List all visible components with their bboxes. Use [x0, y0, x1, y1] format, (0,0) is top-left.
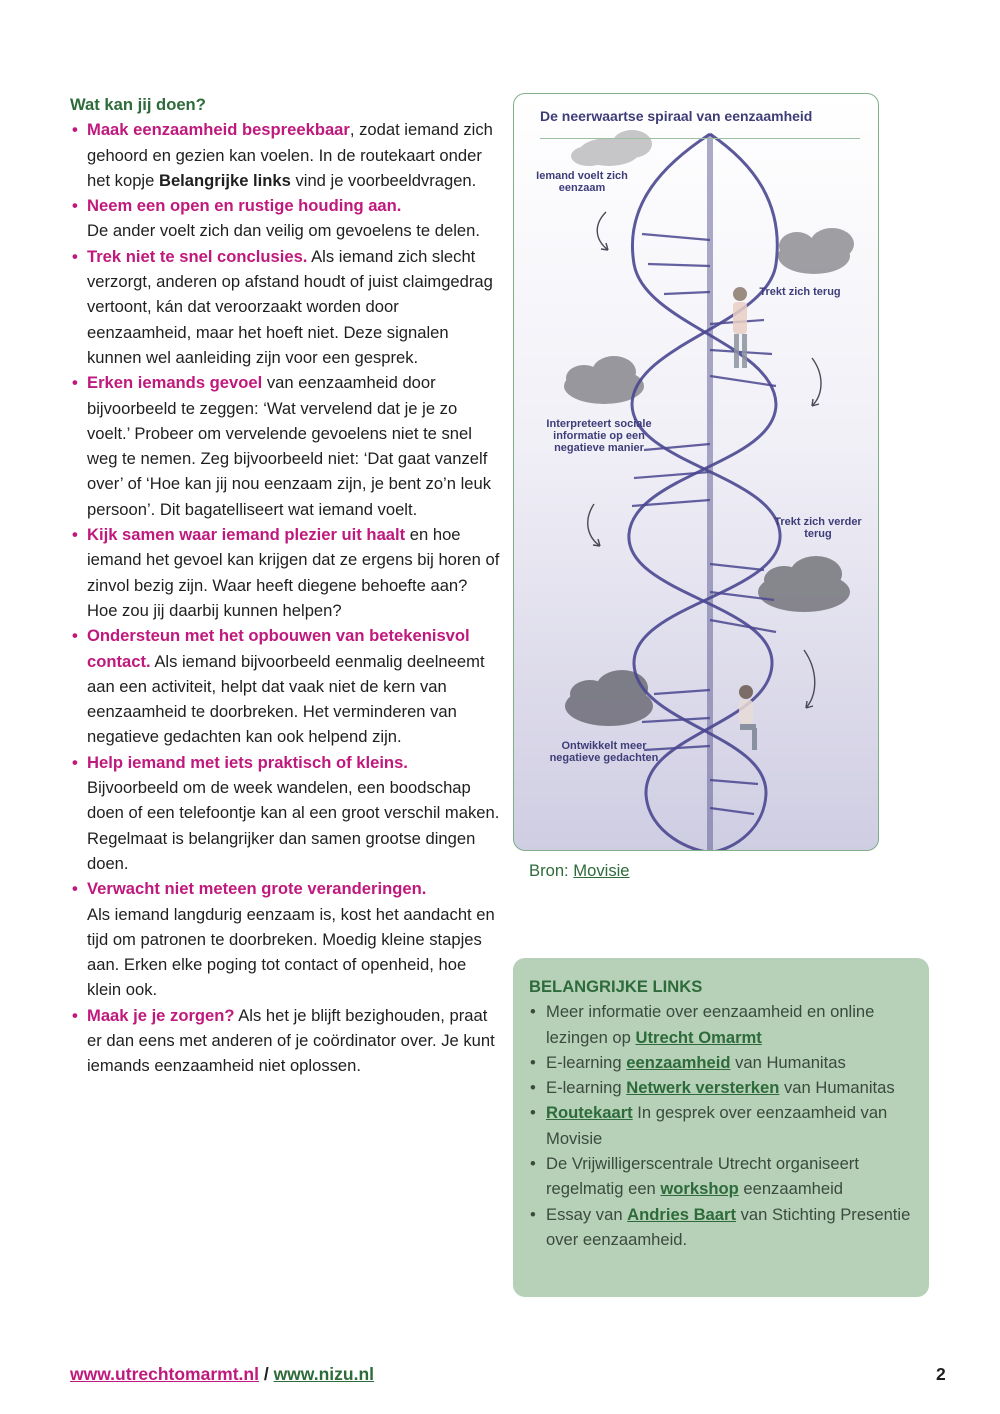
tip-title: Maak je je zorgen?	[87, 1005, 235, 1025]
figure-label: Ontwikkelt meer negatieve gedachten	[549, 740, 659, 764]
link-text: eenzaamheid	[738, 1179, 844, 1199]
link-andries-baart[interactable]: Andries Baart	[627, 1204, 736, 1224]
link-eenzaamheid[interactable]: eenzaamheid	[626, 1052, 731, 1072]
person-icon	[739, 685, 757, 750]
link-text: van Humanitas	[779, 1078, 895, 1098]
tip-title: Neem een open en rustige houding aan.	[87, 196, 402, 216]
tip-title: Kijk samen waar iemand plezier uit haalt	[87, 525, 406, 545]
cloud-icon	[778, 228, 854, 274]
tip-text: , zodat iemand zich gehoord en gezien kan voelen. In de routekaart onder het kopje	[87, 120, 493, 190]
link-text: De Vrijwilligerscentrale Utrecht organiseert regelmatig een	[546, 1154, 859, 1199]
link-item	[529, 1151, 913, 1202]
link-item	[529, 999, 913, 1050]
tip-text: De ander voelt zich dan veilig om gevoelens te delen.	[87, 221, 480, 241]
cloud-icon	[565, 670, 653, 726]
figure-label: Trekt zich terug	[759, 286, 841, 298]
link-text: van Stichting Presentie over eenzaamheid.	[546, 1204, 911, 1249]
link-text: E-learning	[546, 1052, 627, 1072]
link-text: Essay van	[546, 1204, 628, 1224]
footer-link-nizu[interactable]: www.nizu.nl	[273, 1364, 375, 1384]
link-item	[529, 1100, 913, 1151]
tip-text: en hoe iemand het gevoel kan krijgen dat ze ergens bij horen of zinvol bezig zijn. Waar heeft diegene behoefte aan? Hoe zou jij daarbij kunnen helpen?	[87, 525, 500, 620]
tip-title: Trek niet te snel conclusies.	[87, 246, 308, 266]
cloud-icon	[571, 130, 652, 166]
tip-item	[70, 244, 500, 370]
link-netwerk-versterken[interactable]: Netwerk versterken	[626, 1078, 780, 1098]
tip-text: Bijvoorbeeld om de week wandelen, een boodschap doen of een telefoontje kan al een groot verschil maken. Regelmaat is belangrijker dan samen grootse dingen doen.	[87, 778, 500, 873]
tip-item	[70, 370, 500, 522]
spiral-staircase-graphic	[514, 94, 879, 851]
links-list	[529, 999, 913, 1252]
figure-source	[529, 861, 630, 881]
important-links-box	[513, 958, 929, 1297]
cloud-icon	[758, 556, 850, 612]
figure-label: Trekt zich verder terug	[774, 516, 862, 540]
tip-title: Erken iemands gevoel	[87, 373, 263, 393]
link-item	[529, 1202, 913, 1253]
link-text: In gesprek over eenzaamheid van Movisie	[546, 1103, 888, 1148]
link-routekaart[interactable]: Routekaart	[546, 1103, 633, 1123]
tip-item	[70, 623, 500, 749]
tips-heading: Wat kan jij doen?	[70, 95, 206, 114]
tip-title: Ondersteun met het opbouwen van betekenisvol contact.	[87, 626, 470, 671]
footer-link-utrechtomarmt[interactable]: www.utrechtomarmt.nl	[70, 1364, 259, 1384]
figure-label: Iemand voelt zich eenzaam	[536, 170, 628, 194]
source-prefix: Bron:	[529, 861, 574, 880]
tip-title: Verwacht niet meteen grote veranderingen.	[87, 879, 427, 899]
tip-text: Als het je blijft bezighouden, praat er dan eens met anderen of je coördinator over. Je kunt iemands eenzaamheid niet oplossen.	[87, 1005, 495, 1076]
tip-title: Help iemand met iets praktisch of kleins.	[87, 752, 408, 772]
link-utrecht-omarmt[interactable]: Utrecht Omarmt	[635, 1027, 762, 1047]
tips-list	[70, 117, 500, 1078]
tip-text: van eenzaamheid door bijvoorbeeld te zeggen: ‘Wat vervelend dat je je zo voelt.’ Probeer om vervelende gevoelens niet te snel weg te nemen. Zeg bijvoorbeeld niet: ‘Dat gaat vanzelf over’ of ‘Hoe kan jij nou eenzaam zijn, je bent zo’n leuk persoon’. Dit bagatelliseert wat iemand voelt.	[87, 373, 492, 519]
tips-column	[70, 92, 500, 1079]
tip-text: Als iemand zich slecht verzorgt, anderen op afstand houdt of juist claimgedrag vertoont, kán dat veroorzaakt worden door eenzaamheid, maar het hoeft niet. Deze signalen kunnen wel aanleiding zijn voor een gesprek.	[87, 246, 493, 367]
figure-title: De neerwaartse spiraal van eenzaamheid	[540, 108, 813, 124]
link-text: Meer informatie over eenzaamheid en online lezingen op	[546, 1002, 875, 1047]
link-text: E-learning	[546, 1078, 627, 1098]
footer-separator: /	[258, 1364, 274, 1384]
link-text: van Humanitas	[730, 1052, 846, 1072]
page-number: 2	[936, 1364, 946, 1384]
figure-label: Interpreteert sociale informatie op een negatieve manier	[546, 418, 652, 454]
source-link[interactable]: Movisie	[573, 861, 630, 880]
tip-text: Als iemand bijvoorbeeld eenmalig deelneemt aan een activiteit, helpt dat vaak niet de kern van eenzaamheid te doorbreken. Het verminderen van negatieve gedachten kan ook helpend zijn.	[87, 651, 485, 747]
tip-item	[70, 1003, 500, 1079]
links-heading: BELANGRIJKE LINKS	[529, 977, 703, 996]
spiral-illustration	[513, 93, 879, 851]
tip-item	[70, 117, 500, 193]
footer	[70, 1364, 374, 1385]
tip-item	[70, 876, 500, 1002]
tip-title: Maak eenzaamheid bespreekbaar	[87, 120, 350, 140]
tip-item	[70, 193, 500, 244]
link-item	[529, 1075, 913, 1100]
tip-bold: Belangrijke links	[158, 170, 291, 190]
link-workshop[interactable]: workshop	[660, 1179, 739, 1199]
link-item	[529, 1050, 913, 1075]
tip-item	[70, 522, 500, 623]
tip-text: vind je voorbeeldvragen.	[290, 170, 477, 190]
figure-divider	[540, 138, 860, 139]
tip-item	[70, 750, 500, 876]
tip-text: Als iemand langdurig eenzaam is, kost het aandacht en tijd om patronen te doorbreken. Moedig kleine stapjes aan. Erken elke poging tot contact of openheid, hoe klein ook.	[87, 904, 495, 1000]
